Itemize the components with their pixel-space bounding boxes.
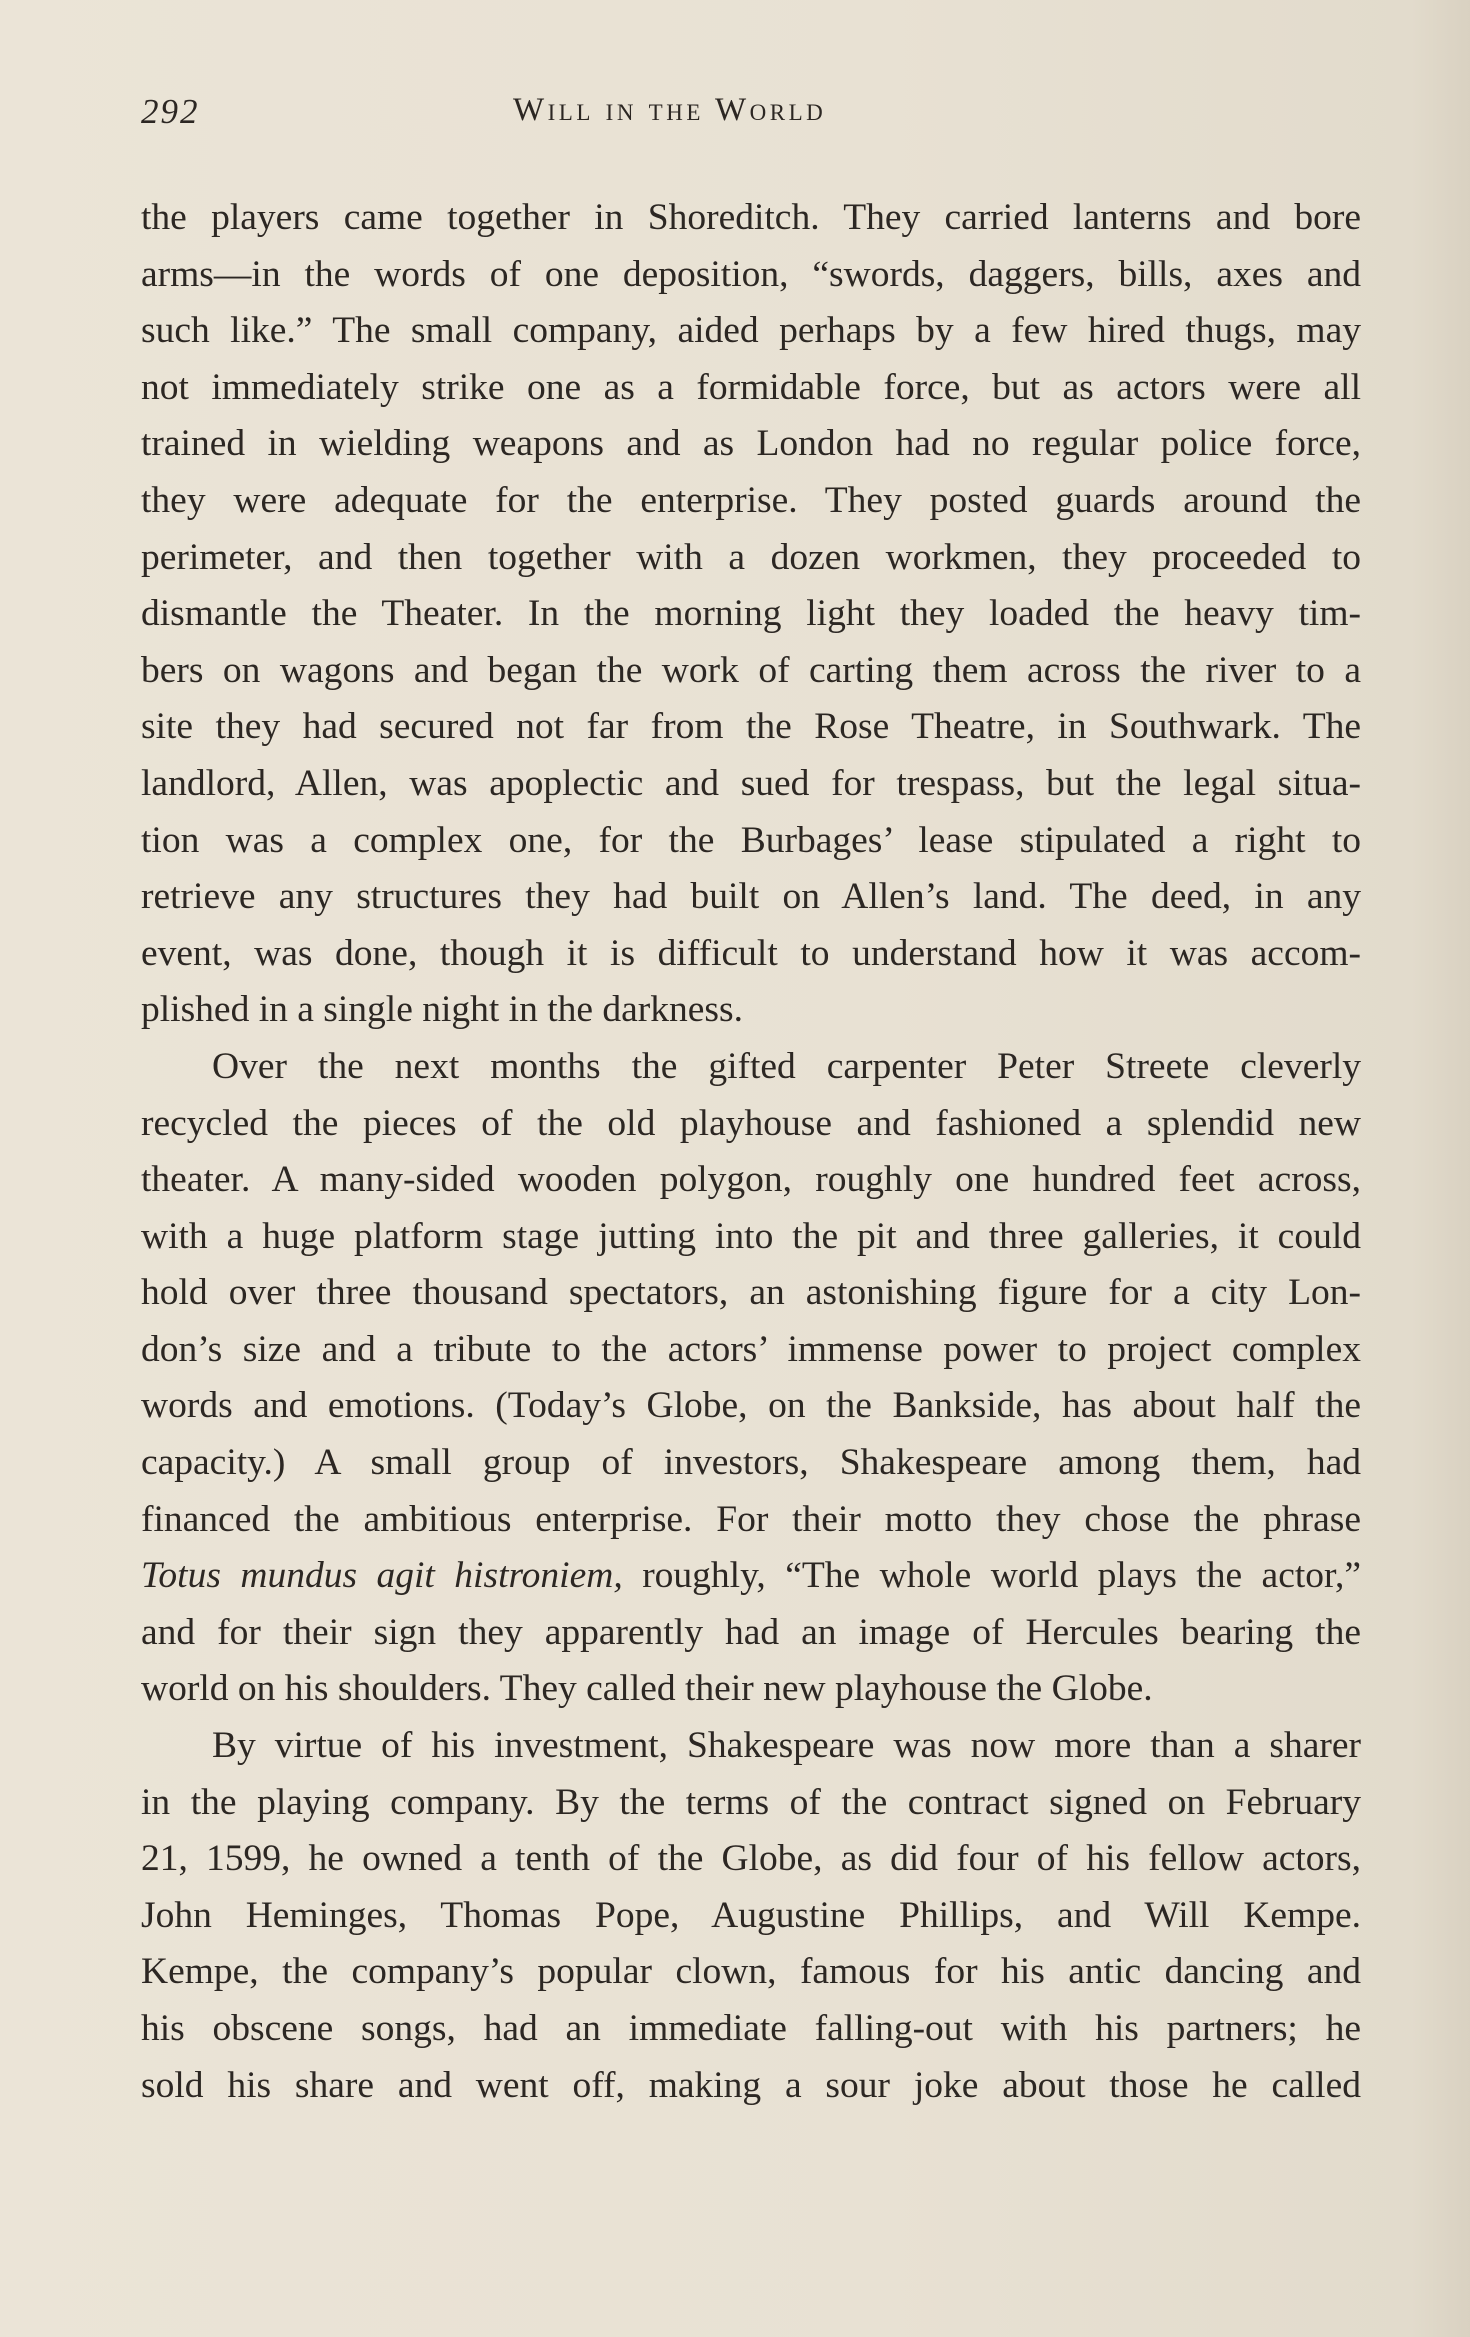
text-line: in the playing company. By the terms of the contract signed on February — [141, 1781, 1361, 1823]
text-line: world on his shoulders. They called their new playhouse the Globe. — [141, 1668, 1153, 1710]
paragraph-2 — [141, 1039, 1361, 1718]
text-line: Over the next months the gifted carpenter Peter Streete cleverly — [212, 1045, 1361, 1087]
body-text — [141, 190, 1361, 2114]
page-header — [141, 92, 1361, 138]
text-line-with-motto — [141, 1548, 1361, 1605]
text-line: tion was a complex one, for the Burbages’ lease stipulated a right to — [141, 819, 1361, 861]
text-line: such like.” The small company, aided perhaps by a few hired thugs, may — [141, 310, 1361, 352]
text-line: and for their sign they apparently had an image of Hercules bearing the — [141, 1611, 1361, 1653]
text-line: with a huge platform stage jutting into the pit and three galleries, it could — [141, 1215, 1361, 1257]
text-line: 21, 1599, he owned a tenth of the Globe, as did four of his fellow actors, — [141, 1838, 1361, 1880]
paragraph-1 — [141, 190, 1361, 1039]
text-line-rest: roughly, “The whole world plays the actor,” — [642, 1555, 1361, 1597]
text-line: don’s size and a tribute to the actors’ immense power to project complex — [141, 1328, 1361, 1370]
text-line: site they had secured not far from the Rose Theatre, in Southwark. The — [141, 706, 1361, 748]
text-line: Kempe, the company’s popular clown, famous for his antic dancing and — [141, 1951, 1361, 1993]
text-line: words and emotions. (Today’s Globe, on the Bankside, has about half the — [141, 1385, 1361, 1427]
text-line: arms—in the words of one deposition, “swords, daggers, bills, axes and — [141, 253, 1361, 295]
text-line: not immediately strike one as a formidable force, but as actors were all — [141, 366, 1361, 408]
text-line: dismantle the Theater. In the morning light they loaded the heavy tim- — [141, 593, 1361, 635]
text-line: they were adequate for the enterprise. They posted guards around the — [141, 479, 1361, 521]
text-line: event, was done, though it is difficult to understand how it was accom- — [141, 932, 1361, 974]
page-number: 292 — [141, 92, 200, 131]
text-line: sold his share and went off, making a sour joke about those he called — [141, 2064, 1361, 2106]
text-line: recycled the pieces of the old playhouse and fashioned a splendid new — [141, 1102, 1361, 1144]
text-line: John Heminges, Thomas Pope, Augustine Phillips, and Will Kempe. — [141, 1894, 1361, 1936]
text-line: theater. A many-sided wooden polygon, roughly one hundred feet across, — [141, 1159, 1361, 1201]
paragraph-3 — [141, 1718, 1361, 2114]
text-line: landlord, Allen, was apoplectic and sued for trespass, but the legal situa- — [141, 762, 1361, 804]
text-line: hold over three thousand spectators, an astonishing figure for a city Lon- — [141, 1272, 1361, 1314]
text-line: the players came together in Shoreditch. They carried lanterns and bore — [141, 197, 1361, 238]
text-line: financed the ambitious enterprise. For their motto they chose the phrase — [141, 1498, 1361, 1540]
running-head: Will in the World — [513, 92, 827, 128]
text-line: By virtue of his investment, Shakespeare was now more than a sharer — [212, 1725, 1361, 1767]
text-line: capacity.) A small group of investors, Shakespeare among them, had — [141, 1442, 1361, 1484]
text-line: trained in wielding weapons and as London had no regular police force, — [141, 423, 1361, 465]
text-line: retrieve any structures they had built on Allen’s land. The deed, in any — [141, 876, 1361, 918]
text-line: his obscene songs, had an immediate falling-out with his partners; he — [141, 2008, 1361, 2049]
text-line: bers on wagons and began the work of carting them across the river to a — [141, 649, 1361, 691]
latin-motto: Totus mundus agit histroniem, — [141, 1555, 623, 1597]
text-line: perimeter, and then together with a dozen workmen, they proceeded to — [141, 536, 1361, 578]
text-line: plished in a single night in the darkness. — [141, 989, 743, 1031]
